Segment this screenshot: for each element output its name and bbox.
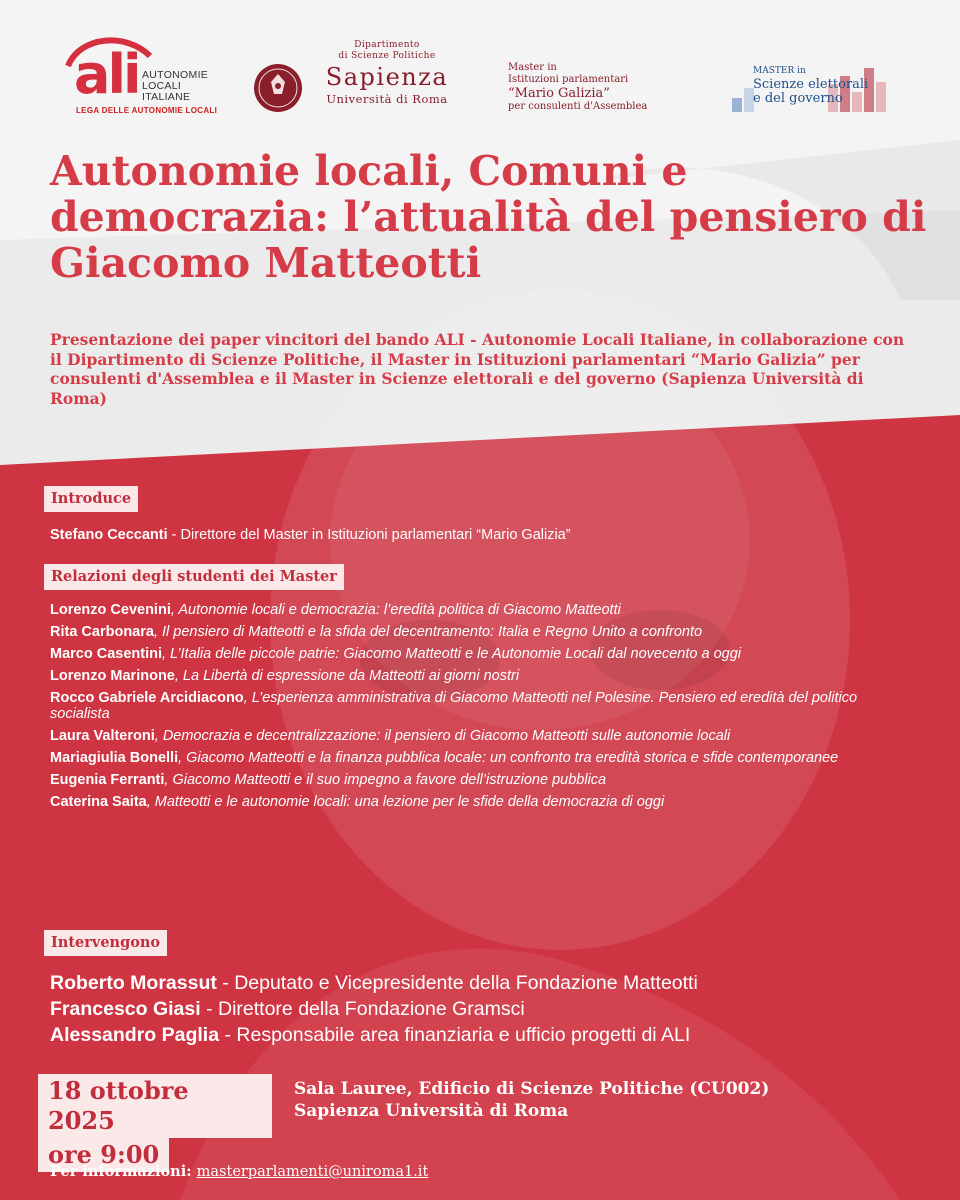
introduce-label: Introduce (44, 486, 138, 512)
list-item: Roberto Morassut - Deputato e Vicepresidente della Fondazione Matteotti (50, 972, 698, 994)
list-item: Marco Casentini, L’Italia delle piccole patrie: Giacomo Matteotti e le Autonomie Locali dal novecento a oggi (50, 646, 742, 662)
intervengono-list (50, 970, 930, 1048)
list-item: Rocco Gabriele Arcidiacono, L’esperienza amministrativa di Giacomo Matteotti nel Polesine. Pensiero ed eredità del politico socialista (50, 690, 858, 722)
introduce-item (50, 528, 910, 544)
subtitle: Presentazione dei paper vincitori del bando ALI - Autonomie Locali Italiane, in collaborazione con il Dipartimento di Scienze Politiche, il Master in Istituzioni parlamentari “Mario Galizia” per consulenti d'Assemblea e il Master in Scienze elettorali e del governo (Sapienza Università di Roma) (50, 330, 905, 408)
page-title: Autonomie locali, Comuni e democrazia: l’attualità del pensiero di Giacomo Matteotti (50, 147, 927, 287)
relazioni-list (50, 603, 910, 817)
event-date-box (38, 1074, 272, 1169)
list-item: Lorenzo Marinone, La Libertà di espressione da Matteotti ai giorni nostri (50, 668, 520, 684)
ali-words: AUTONOMIE LOCALI ITALIANE (142, 69, 209, 103)
list-item: Lorenzo Cevenini, Autonomie locali e democrazia: l’eredità politica di Giacomo Matteotti (50, 602, 621, 618)
list-item: Francesco Giasi - Direttore della Fondazione Gramsci (50, 998, 525, 1020)
intervengono-label: Intervengono (44, 930, 167, 956)
introduce-section (50, 528, 910, 550)
sapienza-seal-icon (253, 58, 303, 118)
speaker-role: - Direttore del Master in Istituzioni parlamentari “Mario Galizia” (167, 527, 571, 543)
event-date: 18 ottobre 2025 (38, 1074, 272, 1138)
list-item: Rita Carbonara, Il pensiero di Matteotti e la sfida del decentramento: Italia e Regno Unito a confronto (50, 624, 703, 640)
master-scienze-elettorali-logo: MASTER in Scienze elettorali e del governo (728, 58, 898, 116)
event-venue: Sala Lauree, Edificio di Scienze Politiche (CU002) Sapienza Università di Roma (294, 1079, 770, 1121)
relazioni-label: Relazioni degli studenti dei Master (44, 564, 344, 590)
list-item: Eugenia Ferranti, Giacomo Matteotti e il suo impegno a favore dell’istruzione pubblica (50, 771, 607, 788)
list-item: Caterina Saita, Matteotti e le autonomie locali: una lezione per le sfide della democrazia di oggi (50, 793, 665, 810)
contact-info (50, 1163, 428, 1180)
master-galizia-logo: Master in Istituzioni parlamentari “Mario Galizia” per consulenti d'Assemblea (508, 62, 676, 113)
speaker-name: Stefano Ceccanti (50, 527, 168, 543)
ali-mark: ali (74, 43, 139, 106)
list-item: Laura Valteroni, Democrazia e decentralizzazione: il pensiero di Giacomo Matteotti sulle autonomie locali (50, 727, 731, 744)
contact-label: Per informazioni: (50, 1163, 192, 1180)
ali-logo (64, 30, 218, 120)
list-item: Alessandro Paglia - Responsabile area finanziaria e ufficio progetti di ALI (50, 1024, 691, 1046)
list-item: Mariagiulia Bonelli, Giacomo Matteotti e la finanza pubblica locale: un confronto tra eredità storica e sfide contemporanee (50, 749, 839, 766)
ali-tagline: LEGA DELLE AUTONOMIE LOCALI (76, 106, 218, 115)
event-time: ore 9:00 (38, 1138, 169, 1172)
contact-email-link[interactable]: masterparlamenti@uniroma1.it (196, 1164, 429, 1180)
partner-logos (0, 0, 960, 130)
sapienza-logo: Dipartimento di Scienze Politiche Sapienza Università di Roma (325, 40, 449, 106)
